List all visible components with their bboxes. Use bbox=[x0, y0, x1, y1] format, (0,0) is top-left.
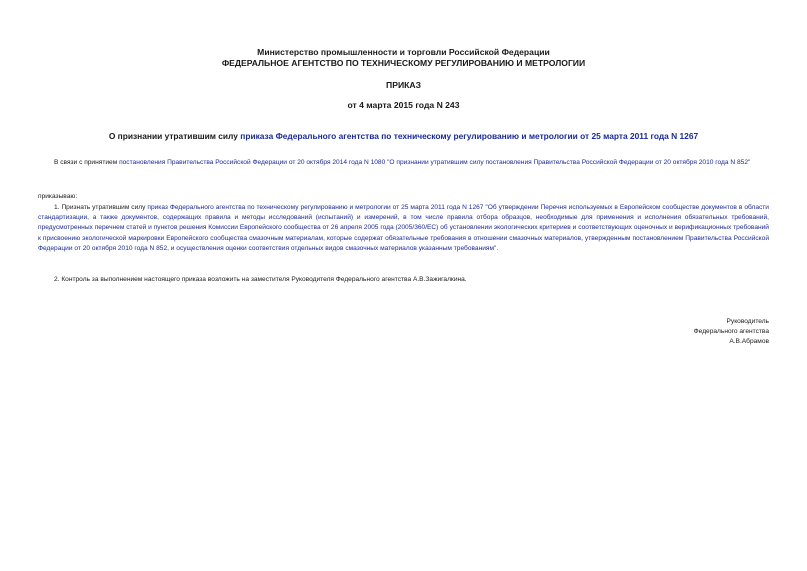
item-2-paragraph: 2. Контроль за выполнением настоящего приказа возложить на заместителя Руководителя Федерального агентства А.В.Зажигалкина. bbox=[54, 276, 467, 283]
subject-order-link[interactable]: приказа Федерального агентства по техническому регулированию и метрологии от 25 марта 2011 года N 1267 bbox=[240, 131, 699, 141]
item-1-prefix: 1. Признать утратившим силу bbox=[54, 204, 148, 211]
signature-position: Руководитель bbox=[726, 318, 769, 325]
signature-block bbox=[694, 317, 769, 348]
item-1-order-link[interactable]: приказ Федерального агентства по техническому регулированию и метрологии от 25 марта 2011 года N 1267 "Об утверждении Перечня используемых в Европейском сообществе документов в области стандартизации, а также документов, содержащих правила и методы исследований (испытаний) и измерений, в том числе правила отбора образцов, необходимые для применения и исполнения обязательных требований, предусмотренных перечнем статей и пунктов решения Комиссии Европейского сообщества от 26 апреля 2005 года (2005/360/ЕС) об установлении экологических критериев и соответствующих оценочных и верификационных требований к присвоению экологической маркировки Европейского сообщества смазочным материалам, которые содержат обязательные требования в отношении смазочных материалов, утвержденным постановлением Правительства Российской Федерации от 20 октября 2010 года N 852, и осуществления оценки соответствия отдельных видов смазочных материалов указанным требованиям" bbox=[38, 204, 769, 252]
order-date: от 4 марта 2015 года N 243 bbox=[347, 100, 460, 110]
document-header bbox=[0, 47, 807, 68]
agency-name: ФЕДЕРАЛЬНОЕ АГЕНТСТВО ПО ТЕХНИЧЕСКОМУ РЕГУЛИРОВАНИЮ И МЕТРОЛОГИИ bbox=[221, 57, 586, 68]
document-subject bbox=[0, 131, 807, 141]
intro-resolution-link[interactable]: постановления Правительства Российской Федерации от 20 октября 2014 года N 1080 "О признании утратившим силу постановления Правительства Российской Федерации от 20 октября 2010 года N 852" bbox=[119, 159, 751, 166]
signature-organization: Федерального агентства bbox=[693, 328, 769, 336]
resolve-word: приказываю: bbox=[38, 193, 78, 200]
intro-paragraph bbox=[38, 158, 769, 168]
intro-prefix: В связи с принятием bbox=[54, 159, 120, 166]
signature-name: А.В.Абрамов bbox=[729, 338, 769, 346]
subject-prefix: О признании утратившим силу bbox=[108, 131, 241, 141]
order-title: ПРИКАЗ bbox=[386, 80, 421, 90]
item-1-suffix: . bbox=[496, 244, 499, 252]
ministry-name: Министерство промышленности и торговли Российской Федерации bbox=[257, 47, 550, 57]
item-1-paragraph bbox=[38, 203, 769, 254]
